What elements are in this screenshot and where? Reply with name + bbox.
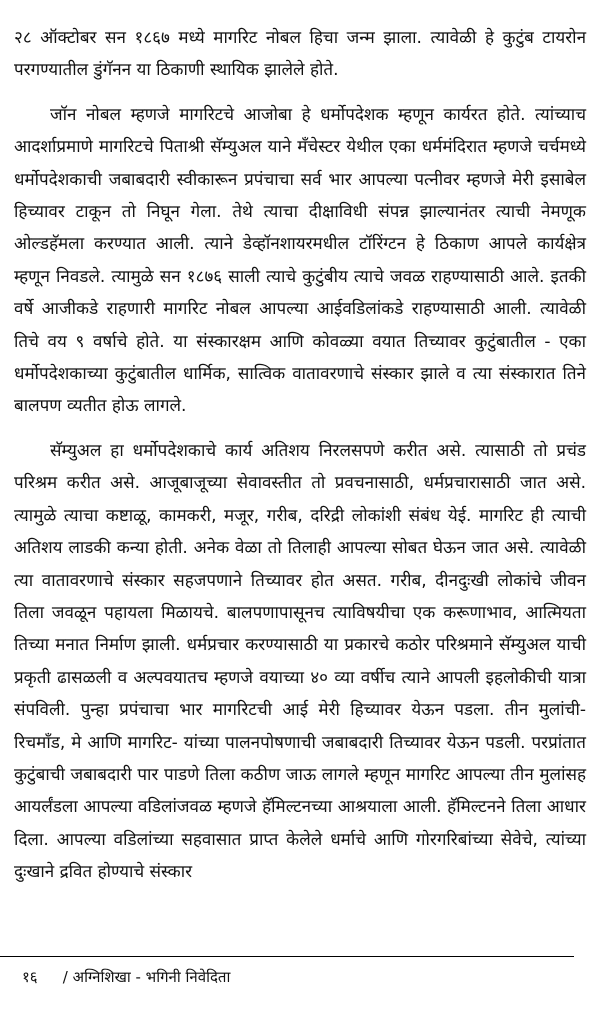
page-body [14, 22, 586, 889]
paragraph-birth: २८ ऑक्टोबर सन १८६७ मध्ये मागरिट नोबल हिचा जन्म झाला. त्यावेळी हे कुटुंब टायरोन परगण्यातील डुंगॅनन या ठिकाणी स्थायिक झालेले होते. [14, 28, 586, 81]
page-number: १६ [22, 968, 38, 986]
paragraph-samuel-ministry: सॅम्युअल हा धर्मोपदेशकाचे कार्य अतिशय निरलसपणे करीत असे. त्यासाठी तो प्रचंड परिश्रम करीत असे. आजूबाजूच्या सेवावस्तीत तो प्रवचनासाठी, धर्मप्रचारासाठी जात असे. त्यामुळे त्याचा कष्टाळू, कामकरी, मजूर, गरीब, दरिद्री लोकांशी संबंध येई. मागरिट ही त्याची अतिशय लाडकी कन्या होती. अनेक वेळा तो तिलाही आपल्या सोबत घेऊन जात असे. त्यावेळी त्या वातावरणाचे संस्कार सहजपणाने तिच्यावर होत असत. गरीब, दीनदुःखी लोकांचे जीवन तिला जवळून पहायला मिळायचे. बालपणापासूनच त्याविषयीचा एक करूणाभाव, आत्मियता तिच्या मनात निर्माण झाली. धर्मप्रचार करण्यासाठी या प्रकारचे कठोर परिश्रमाने सॅम्युअल याची प्रकृती ढासळली व अल्पवयातच म्हणजे वयाच्या ४० व्या वर्षीच त्याने आपली इहलोकीची यात्रा संपविली. पुन्हा प्रपंचाचा भार मागरिटची आई मेरी हिच्यावर येऊन पडला. तीन मुलांची- रिचमॉंड, मे आणि मागरिट- यांच्या पालनपोषणाची जबाबदारी तिच्यावर येऊन पडली. परप्रांतात कुटुंबाची जबाबदारी पार पाडणे तिला कठीण जाऊ लागले म्हणून मागरिट आपल्या तीन मुलांसह आयर्लंडला आपल्या वडिलांजवळ म्हणजे हॅमिल्टनच्या आश्रयाला आली. हॅमिल्टनने तिला आधार दिला. आपल्या वडिलांच्या सहवासात प्राप्त केलेले धर्माचे आणि गोरगरिबांच्या सेवेचे, त्यांच्या दुःखाने द्रवित होण्याचे संस्कार [14, 440, 586, 883]
footer-divider [0, 956, 574, 957]
page-footer [22, 966, 230, 988]
paragraph-family-background: जॉन नोबल म्हणजे मागरिटचे आजोबा हे धर्मोपदेशक म्हणून कार्यरत होते. त्यांच्याच आदर्शाप्रमाणे मागरिटचे पिताश्री सॅम्युअल याने मॅंचेस्टर येथील एका धर्ममंदिरात म्हणजे चर्चमध्ये धर्मोपदेशकाची जबाबदारी स्वीकारून प्रपंचाचा सर्व भार आपल्या पत्नीवर म्हणजे मेरी इसाबेल हिच्यावर टाकून तो निघून गेला. तेथे त्याचा दीक्षाविधी संपन्न झाल्यानंतर त्याची नेमणूक ओल्डहॅमला करण्यात आली. त्याने डेव्हॉनशायरमधील टॉरिंग्टन हे ठिकाण आपले कार्यक्षेत्र म्हणून निवडले. त्यामुळे सन १८७६ साली त्याचे कुटुंबीय त्याचे जवळ राहण्यासाठी आले. इतकी वर्षे आजीकडे राहणारी मागरिट नोबल आपल्या आईवडिलांकडे राहण्यासाठी आली. त्यावेळी तिचे वय ९ वर्षाचे होते. या संस्कारक्षम आणि कोवळ्या वयात तिच्यावर कुटुंबातील - एका धर्मोपदेशकाच्या कुटुंबातील धार्मिक, सात्विक वातावरणाचे संस्कार झाले व त्या संस्कारात तिने बालपण व्यतीत होऊ लागले. [14, 104, 586, 417]
running-title: / अग्निशिखा - भगिनी निवेदिता [62, 968, 231, 986]
